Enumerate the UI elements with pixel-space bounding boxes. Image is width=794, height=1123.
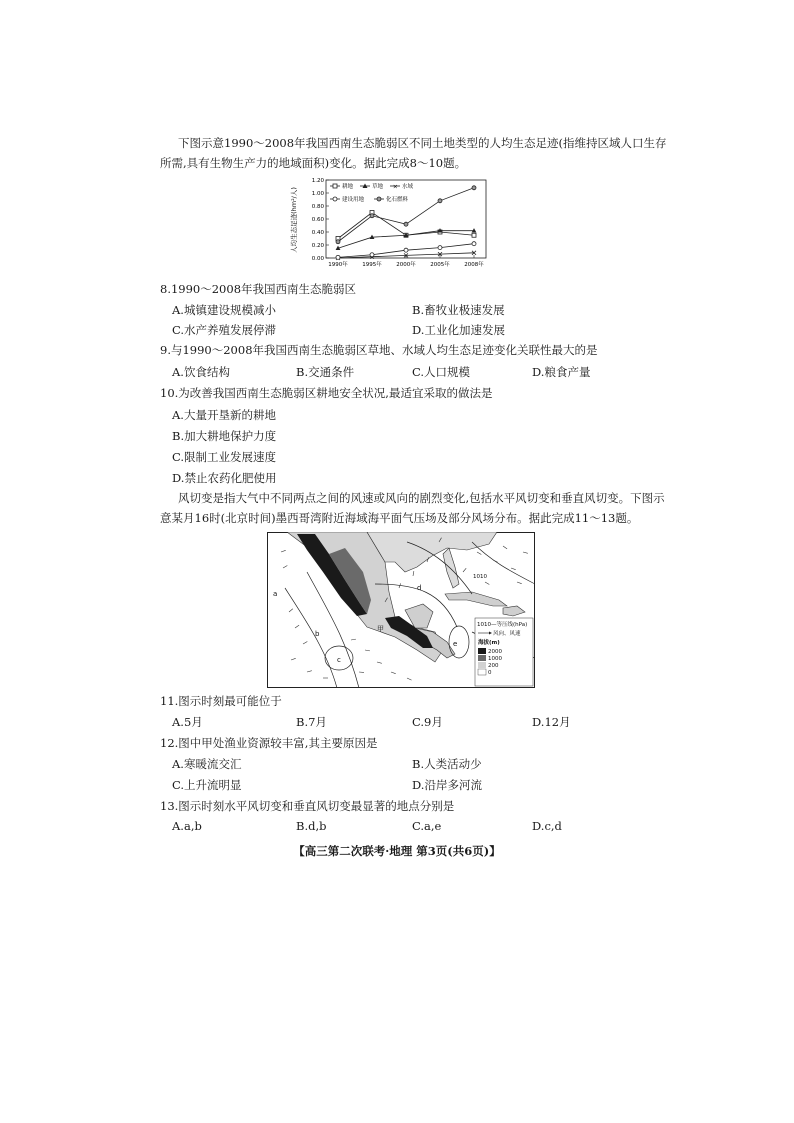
q10-option-a[interactable]: A.大量开垦新的耕地 xyxy=(172,408,276,422)
y-tick-label: 0.20 xyxy=(311,243,324,249)
q10-option-d[interactable]: D.禁止农药化肥使用 xyxy=(172,471,277,485)
x-tick-label: 1995年 xyxy=(362,262,382,268)
q11-option-a[interactable]: A.5月 xyxy=(172,715,203,729)
point-construction xyxy=(472,242,476,246)
q13-option-a[interactable]: A.a,b xyxy=(172,819,202,833)
intro2-line2: 意某月16时(北京时间)墨西哥湾附近海域海平面气压场及部分风场分布。据此完成11～13题。 xyxy=(160,511,639,525)
point-fossil xyxy=(438,199,442,203)
q8-option-c[interactable]: C.水产养殖发展停滞 xyxy=(172,323,277,337)
q9-option-d[interactable]: D.粮食产量 xyxy=(532,365,591,379)
point-construction xyxy=(438,246,442,250)
y-tick-label: 0.40 xyxy=(311,230,324,236)
point-construction xyxy=(370,253,374,257)
svg-text:×: × xyxy=(392,183,398,191)
q13-stem: 13.图示时刻水平风切变和垂直风切变最显著的地点分别是 xyxy=(160,799,455,813)
legend-construction-land: 建设用地 xyxy=(342,197,365,203)
q9-option-b[interactable]: B.交通条件 xyxy=(296,365,355,379)
legend-water: 水域 xyxy=(402,184,414,190)
x-tick-label: 2000年 xyxy=(396,262,416,268)
q10-option-c[interactable]: C.限制工业发展速度 xyxy=(172,450,277,464)
chart-legend xyxy=(330,182,414,203)
chart-plot-area xyxy=(312,178,486,268)
q9-option-a[interactable]: A.饮食结构 xyxy=(172,365,230,379)
y-tick-label: 1.00 xyxy=(311,191,324,197)
q9-stem: 9.与1990～2008年我国西南生态脆弱区草地、水域人均生态足迹变化关联性最大的是 xyxy=(160,343,598,357)
legend-elev-2000: 2000 xyxy=(488,649,502,655)
legend-fossil-fuel: 化石燃料 xyxy=(386,197,409,203)
y-tick-label: 0.00 xyxy=(311,256,324,262)
x-tick-label: 2005年 xyxy=(430,262,450,268)
y-tick-label: 1.20 xyxy=(311,178,324,184)
q10-option-b[interactable]: B.加大耕地保护力度 xyxy=(172,429,277,443)
q10-stem: 10.为改善我国西南生态脆弱区耕地安全状况,最适宜采取的做法是 xyxy=(160,386,493,400)
intro2-line1: 风切变是指大气中不同两点之间的风速或风向的剧烈变化,包括水平风切变和垂直风切变。下图示 xyxy=(178,491,665,505)
map-legend xyxy=(475,618,533,686)
point-cropland xyxy=(472,233,476,237)
chart-frame xyxy=(326,180,486,258)
legend-isobar: 1010—等压线(hPa) xyxy=(477,622,528,628)
map-isobar-value: 1010 xyxy=(473,574,487,580)
chart-ylabel: 人均生态足迹(hm²/人) xyxy=(290,187,298,253)
legend-elev-1000: 1000 xyxy=(488,656,502,662)
page-footer: 【高三第二次联考·地理 第3页(共6页)】 xyxy=(293,844,501,858)
intro1-line2: 所需,具有生物生产力的地域面积)变化。据此完成8～10题。 xyxy=(160,156,467,170)
q13-option-b[interactable]: B.d,b xyxy=(296,819,327,833)
map-label-c: c xyxy=(337,656,341,664)
q8-option-a[interactable]: A.城镇建设规模减小 xyxy=(172,303,276,317)
legend-elevation-title: 海拔(m) xyxy=(478,640,500,646)
q12-option-b[interactable]: B.人类活动少 xyxy=(412,757,482,771)
q11-stem: 11.图示时刻最可能位于 xyxy=(160,694,282,708)
map-label-b: b xyxy=(315,630,320,638)
q12-option-d[interactable]: D.沿岸多河流 xyxy=(412,778,482,792)
ecological-footprint-chart xyxy=(288,172,493,274)
q13-option-d[interactable]: D.c,d xyxy=(532,819,562,833)
q8-option-b[interactable]: B.畜牧业极速发展 xyxy=(412,303,505,317)
x-tick-label: 2008年 xyxy=(464,262,484,268)
point-fossil xyxy=(404,222,408,226)
point-fossil xyxy=(370,214,374,218)
legend-elev-0: 0 xyxy=(488,670,492,676)
point-construction xyxy=(336,255,340,259)
legend-cropland: 耕地 xyxy=(342,184,354,190)
y-tick-label: 0.80 xyxy=(311,204,324,210)
point-fossil xyxy=(472,186,476,190)
q11-option-b[interactable]: B.7月 xyxy=(296,715,327,729)
point-fossil xyxy=(336,240,340,244)
q12-stem: 12.图中甲处渔业资源较丰富,其主要原因是 xyxy=(160,736,378,750)
map-label-e: e xyxy=(453,640,458,648)
q11-option-c[interactable]: C.9月 xyxy=(412,715,443,729)
map-label-a: a xyxy=(273,590,278,598)
intro1-line1: 下图示意1990～2008年我国西南生态脆弱区不同土地类型的人均生态足迹(指维持区域人口生存 xyxy=(178,136,667,150)
point-construction xyxy=(404,248,408,252)
q8-stem: 8.1990～2008年我国西南生态脆弱区 xyxy=(160,282,357,296)
q11-option-d[interactable]: D.12月 xyxy=(532,715,571,729)
map-label-d: d xyxy=(417,584,422,592)
legend-wind: 风向、风速 xyxy=(493,631,521,637)
q13-option-c[interactable]: C.a,e xyxy=(412,819,442,833)
legend-grassland: 草地 xyxy=(372,184,384,190)
q8-option-d[interactable]: D.工业化加速发展 xyxy=(412,323,505,337)
gulf-of-mexico-pressure-map xyxy=(267,532,535,688)
y-tick-label: 0.60 xyxy=(311,217,324,223)
q12-option-a[interactable]: A.寒暖流交汇 xyxy=(172,757,242,771)
x-tick-label: 1990年 xyxy=(328,262,348,268)
q9-option-c[interactable]: C.人口规模 xyxy=(412,365,471,379)
map-label-jia: 甲 xyxy=(377,625,384,633)
q12-option-c[interactable]: C.上升流明显 xyxy=(172,778,242,792)
legend-elev-200: 200 xyxy=(488,663,499,669)
